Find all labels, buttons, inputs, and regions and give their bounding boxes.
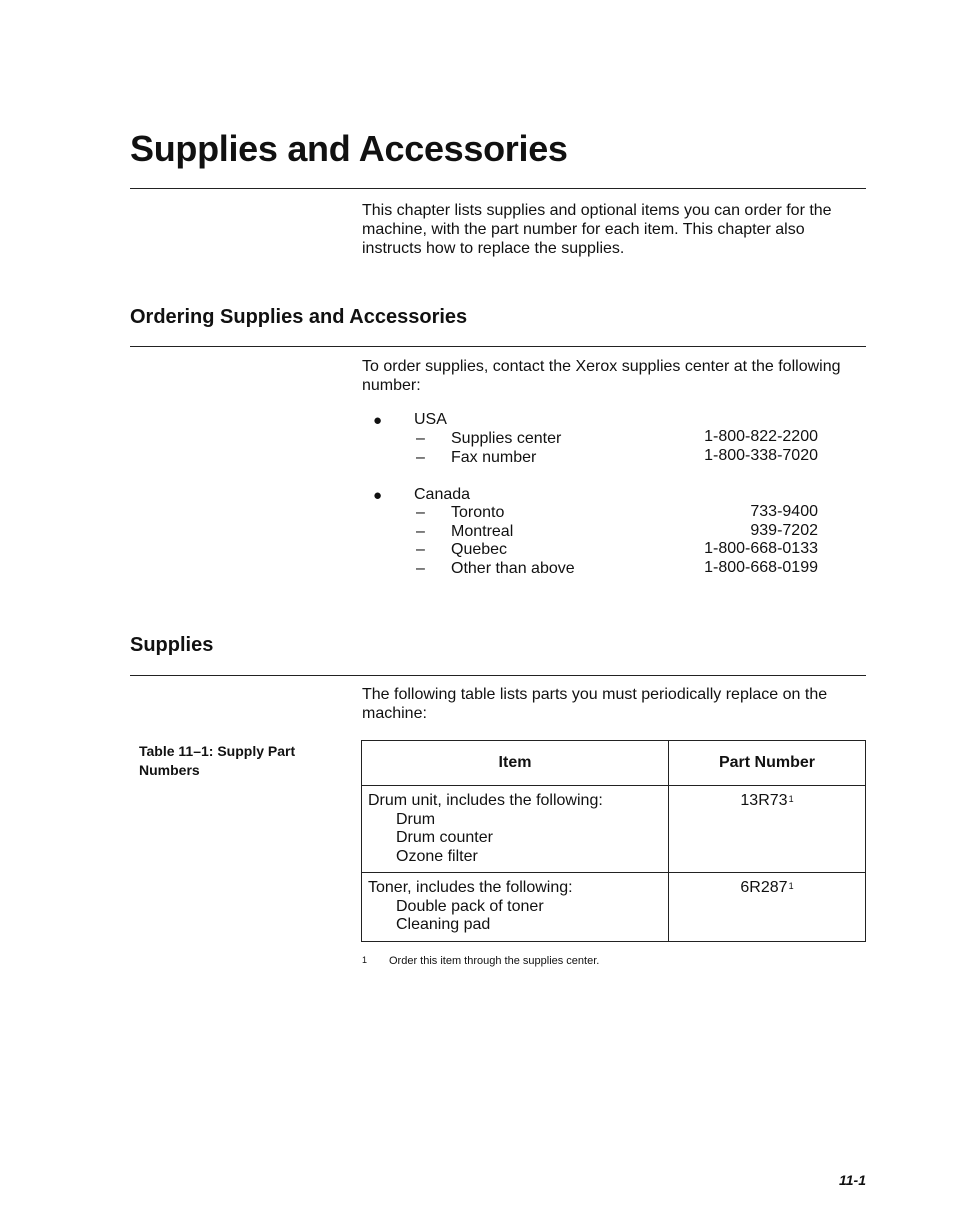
- part-number: 6R287: [740, 879, 788, 896]
- supply-parts-table: [361, 740, 866, 942]
- contact-number: 733-9400: [750, 503, 818, 520]
- item-cell: [362, 786, 669, 873]
- ordering-paragraph: To order supplies, contact the Xerox supplies center at the following number:: [362, 358, 841, 394]
- dash-icon: –: [416, 449, 425, 466]
- part-number-cell: [669, 873, 866, 942]
- item-name: Toner, includes the following:: [368, 879, 573, 896]
- subitem: Drum counter: [396, 829, 493, 846]
- column-header-item: Item: [362, 741, 669, 786]
- group-name-usa: USA: [414, 411, 447, 428]
- ordering-heading: Ordering Supplies and Accessories: [130, 306, 468, 328]
- supplies-rule: [130, 675, 866, 676]
- contact-number: 1-800-822-2200: [704, 428, 818, 445]
- table-row: [362, 786, 866, 873]
- table-caption: Table 11–1: Supply Part Numbers: [139, 743, 296, 778]
- contact-label: Quebec: [451, 541, 508, 558]
- page-number: 11-1: [839, 1172, 866, 1188]
- title-rule: [130, 188, 866, 189]
- table-header-row: [362, 741, 866, 786]
- supplies-paragraph: The following table lists parts you must periodically replace on the machine:: [362, 686, 828, 722]
- contact-label: Montreal: [451, 523, 514, 540]
- dash-icon: –: [416, 560, 425, 577]
- bullet-icon: ●: [373, 412, 383, 429]
- contact-number: 1-800-668-0133: [704, 540, 818, 557]
- group-name-canada: Canada: [414, 486, 471, 503]
- subitem: Ozone filter: [396, 847, 478, 865]
- table-row: [362, 873, 866, 942]
- supplies-heading: Supplies: [130, 634, 214, 656]
- contact-number: 1-800-668-0199: [704, 559, 818, 576]
- item-name: Drum unit, includes the following:: [368, 792, 603, 809]
- subitem: Double pack of toner: [396, 897, 544, 915]
- intro-paragraph: This chapter lists supplies and optional items you can order for the machine, with the part number for each item. This chapter also instructs how to replace the supplies.: [362, 202, 832, 257]
- item-cell: [362, 873, 669, 942]
- footnote-ref: 1: [788, 881, 794, 891]
- contact-number: 939-7202: [750, 522, 818, 539]
- bullet-icon: ●: [373, 487, 383, 504]
- contact-number: 1-800-338-7020: [704, 447, 818, 464]
- footnote-mark: 1: [362, 955, 368, 965]
- subitem: Drum: [396, 810, 436, 828]
- dash-icon: –: [416, 504, 425, 521]
- contact-label: Other than above: [451, 560, 575, 577]
- subitem: Cleaning pad: [396, 916, 491, 933]
- page-title: Supplies and Accessories: [130, 128, 568, 169]
- contact-label: Fax number: [451, 449, 537, 466]
- part-number: 13R73: [740, 792, 788, 809]
- column-header-part-number: Part Number: [669, 741, 866, 786]
- contact-label: Supplies center: [451, 430, 562, 447]
- footnote-text: Order this item through the supplies center.: [389, 955, 600, 967]
- ordering-rule: [130, 346, 866, 347]
- part-number-cell: [669, 786, 866, 873]
- footnote-ref: 1: [788, 794, 794, 804]
- dash-icon: –: [416, 430, 425, 447]
- dash-icon: –: [416, 541, 425, 558]
- contact-label: Toronto: [451, 504, 505, 521]
- dash-icon: –: [416, 523, 425, 540]
